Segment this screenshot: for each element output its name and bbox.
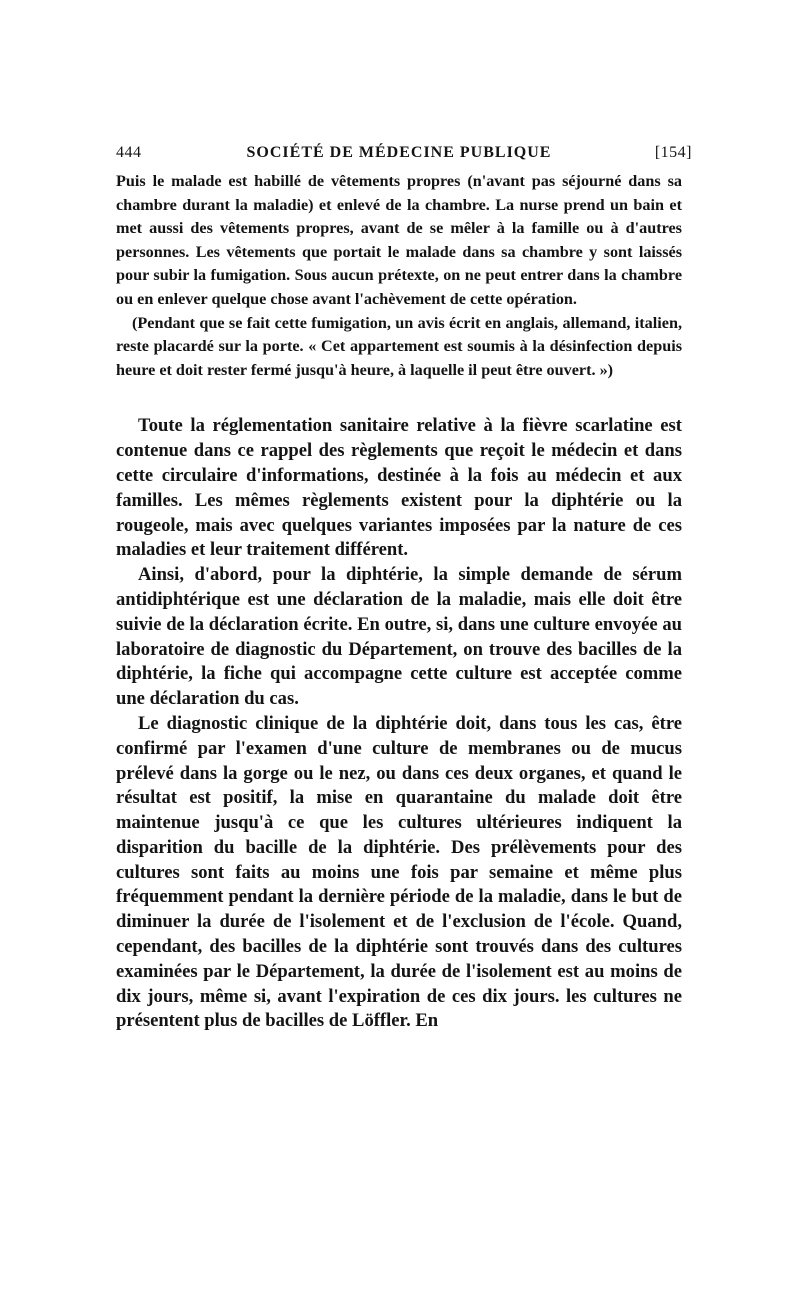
paragraph-discharge-procedure: Puis le malade est habillé de vêtements propres (n'avant pas séjourné dans sa chambre durant la maladie) et enlevé de la chambre. La nurse prend un bain et met aussi des vêtements propres, avant de se mêler à la famille ou à d'autres personnes. Les vêtements que portait le malade dans sa chambre y sont laissés pour subir la fumigation. Sous aucun prétexte, on ne peut entrer dans la chambre ou en enlever quelque chose avant l'achèvement de cette opération. xyxy=(116,172,682,308)
running-header xyxy=(116,140,692,166)
paragraph-diphtheria-diagnosis: Le diagnostic clinique de la diphtérie doit, dans tous les cas, être confirmé par l'examen d'une culture de membranes ou de mucus prélevé dans la gorge ou le nez, ou dans ces deux organes, et quand le résultat est positif, la mise en quarantaine du malade doit être maintenue jusqu'à ce que les cultures ultérieures indiquent la disparition du bacille de la diphtérie. Des prélèvements pour des cultures sont faits au moins une fois par semaine et même plus fréquemment pendant la dernière période de la maladie, dans le but de diminuer la durée de l'isolement et de l'exclusion de l'école. Quand, cependant, des bacilles de la diphtérie sont trouvés dans des cultures examinées par le Département, la durée de l'isolement est au moins de dix jours, même si, avant l'expiration de ces dix jours. les cultures ne présentent plus de bacilles de Löffler. En xyxy=(116,712,682,1032)
paragraph-fumigation-notice: (Pendant que se fait cette fumigation, un avis écrit en anglais, allemand, italien, reste placardé sur la porte. « Cet appartement est soumis à la désinfection depuis heure et doit rester fermé jusqu'à heure, à laquelle il peut être ouvert. ») xyxy=(116,313,682,379)
book-page xyxy=(116,140,692,1034)
quoted-circular-text xyxy=(116,170,682,382)
paragraph-diphtheria-declaration: Ainsi, d'abord, pour la diphtérie, la simple demande de sérum antidiphtérique est une déclaration de la maladie, mais elle doit être suivie de la déclaration écrite. En outre, si, dans une culture envoyée au laboratoire de diagnostic du Département, on trouve des bacilles de la diphtérie, la fiche qui accompagne cette culture est acceptée comme une déclaration du cas. xyxy=(116,564,682,710)
page-number: 444 xyxy=(116,144,142,161)
main-body-text xyxy=(116,414,682,1034)
paragraph-scarlet-fever-rules: Toute la réglementation sanitaire relative à la fièvre scarlatine est contenue dans ce rappel des règlements que reçoit le médecin et dans cette circulaire d'informations, destinée à la fois au médecin et aux familles. Les mêmes règlements existent pour la diphtérie ou la rougeole, mais avec quelques variantes imposées par la nature de ces maladies et leur traitement différent. xyxy=(116,415,682,561)
page-reference: [154] xyxy=(654,144,692,161)
running-title: SOCIÉTÉ DE MÉDECINE PUBLIQUE xyxy=(246,144,552,161)
